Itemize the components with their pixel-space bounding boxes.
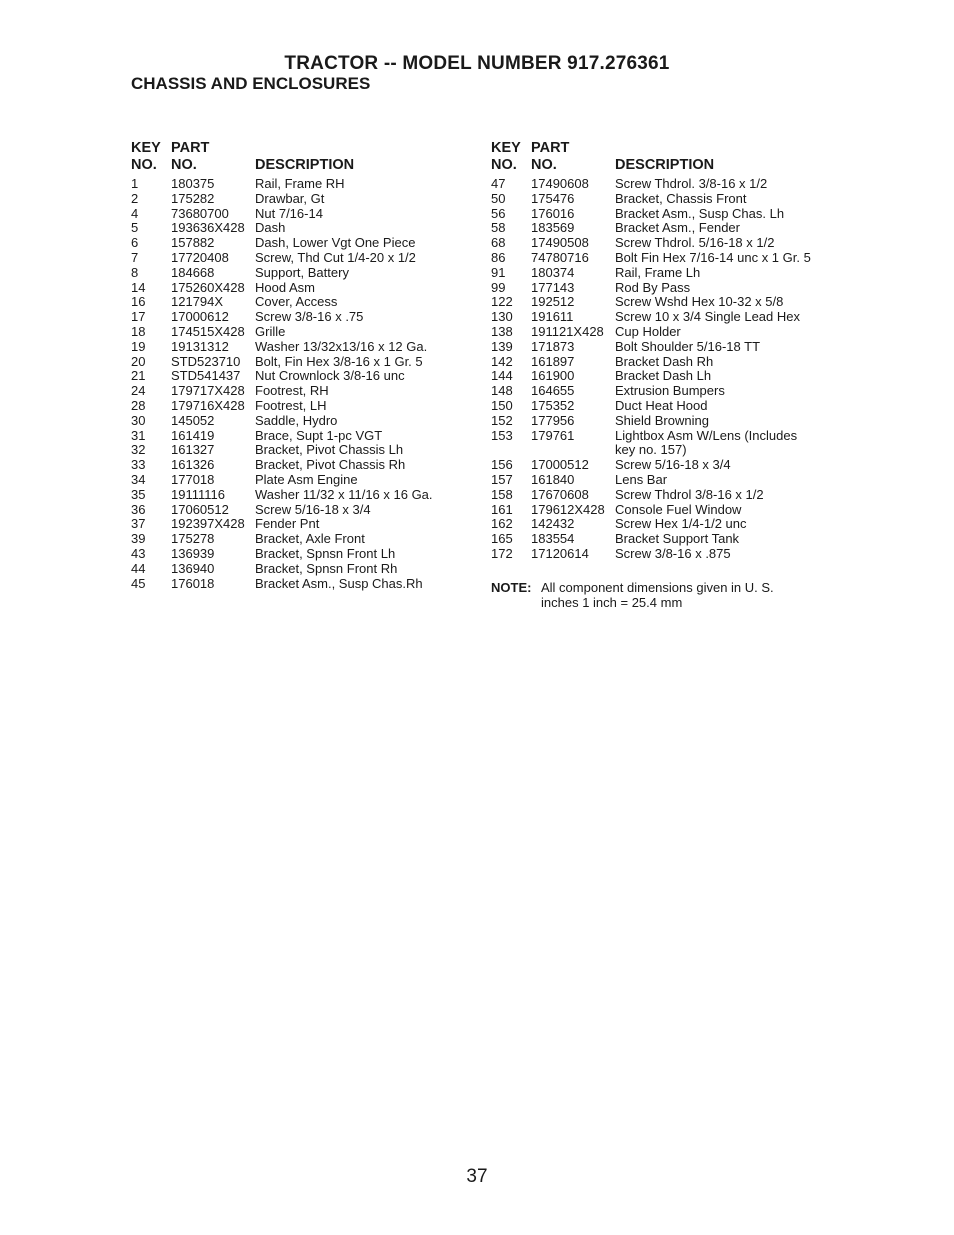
description: Lens Bar <box>615 471 668 487</box>
part-header-line2: NO. <box>531 157 557 173</box>
part-no: 171873 <box>531 338 575 354</box>
key-no: 19 <box>131 338 146 354</box>
description: Bolt Fin Hex 7/16-14 unc x 1 Gr. 5 <box>615 249 811 265</box>
part-no: 161326 <box>171 457 215 473</box>
description: Bracket, Pivot Chassis Lh <box>255 442 404 458</box>
description: Bolt Shoulder 5/16-18 TT <box>615 338 761 354</box>
note-text <box>541 580 801 610</box>
description: Bracket Asm., Susp Chas.Rh <box>255 575 423 591</box>
part-header-line1: PART <box>531 140 570 156</box>
key-no: 91 <box>491 264 506 280</box>
description: Rail, Frame RH <box>255 176 345 191</box>
description: Grille <box>255 323 286 339</box>
key-no: 172 <box>491 545 513 561</box>
key-no: 152 <box>491 412 513 428</box>
key-no: 37 <box>131 516 146 532</box>
part-no: 193636X428 <box>171 220 245 236</box>
key-no: 148 <box>491 383 513 399</box>
key-no: 130 <box>491 309 513 325</box>
key-header-line1: KEY <box>491 140 521 156</box>
part-no: 164655 <box>531 383 575 399</box>
part-no: 176018 <box>171 575 215 591</box>
part-no: 136939 <box>171 545 215 561</box>
part-no: 179717X428 <box>171 383 245 399</box>
key-no: 158 <box>491 486 513 502</box>
description: Shield Browning <box>615 412 709 428</box>
section-title: CHASSIS AND ENCLOSURES <box>131 74 371 93</box>
part-no: 177143 <box>531 279 575 295</box>
part-no: 142432 <box>531 516 575 532</box>
key-no: 30 <box>131 412 146 428</box>
key-no: 35 <box>131 486 146 502</box>
part-no: 161419 <box>171 427 215 443</box>
part-no: STD541437 <box>171 368 241 384</box>
description: Saddle, Hydro <box>255 412 338 428</box>
key-no: 1 <box>131 176 139 191</box>
key-no: 47 <box>491 176 506 191</box>
key-no: 39 <box>131 531 146 547</box>
key-no: 138 <box>491 323 513 339</box>
description: Bolt, Fin Hex 3/8-16 x 1 Gr. 5 <box>255 353 423 369</box>
key-no: 162 <box>491 516 513 532</box>
key-no: 2 <box>131 190 139 206</box>
part-no: 17670608 <box>531 486 589 502</box>
part-no: 179612X428 <box>531 501 605 517</box>
part-no: 177018 <box>171 471 215 487</box>
key-no: 36 <box>131 501 146 517</box>
description: Footrest, RH <box>255 383 329 399</box>
key-header-line2: NO. <box>131 157 157 173</box>
part-no: 191611 <box>531 309 574 325</box>
part-no: 19131312 <box>171 338 229 354</box>
key-no: 156 <box>491 457 513 473</box>
part-no: 175352 <box>531 397 575 413</box>
description: Bracket, Spnsn Front Rh <box>255 560 398 576</box>
note-label: NOTE: <box>491 580 532 595</box>
part-no: 183554 <box>531 531 575 547</box>
part-header-line2: NO. <box>171 157 197 173</box>
key-header-line1: KEY <box>131 140 161 156</box>
key-no: 32 <box>131 442 146 458</box>
description: Bracket, Chassis Front <box>615 190 747 206</box>
part-no: 17060512 <box>171 501 229 517</box>
part-no: 175282 <box>171 190 215 206</box>
part-no: 179716X428 <box>171 397 245 413</box>
description: Cup Holder <box>615 323 681 339</box>
description-header: DESCRIPTION <box>615 157 715 173</box>
key-no: 144 <box>491 368 513 384</box>
key-no: 17 <box>131 309 146 325</box>
part-no: 136940 <box>171 560 215 576</box>
part-no: 175476 <box>531 190 575 206</box>
part-no: 17490508 <box>531 235 589 251</box>
key-no: 43 <box>131 545 146 561</box>
description: Hood Asm <box>255 279 315 295</box>
description-header: DESCRIPTION <box>255 157 355 173</box>
description: Screw Thdrol 3/8-16 x 1/2 <box>615 486 764 502</box>
part-no: 192397X428 <box>171 516 245 532</box>
description: Washer 11/32 x 11/16 x 16 Ga. <box>255 486 433 502</box>
key-no: 44 <box>131 560 146 576</box>
part-no: 161327 <box>171 442 215 458</box>
description: Bracket Asm., Fender <box>615 220 740 236</box>
description: Bracket Support Tank <box>615 531 740 547</box>
description: Screw 3/8-16 x .75 <box>255 309 364 325</box>
part-no: 157882 <box>171 235 215 251</box>
description: Washer 13/32x13/16 x 12 Ga. <box>255 338 428 354</box>
description: Screw 5/16-18 x 3/4 <box>255 501 371 517</box>
part-no: 19111116 <box>171 486 225 502</box>
key-header-line2: NO. <box>491 157 517 173</box>
description: Bracket Dash Rh <box>615 353 714 369</box>
page-title: TRACTOR -- MODEL NUMBER 917.276361 <box>284 53 670 74</box>
part-no: 180374 <box>531 264 575 280</box>
description: Screw Thdrol. 3/8-16 x 1/2 <box>615 176 768 191</box>
description: Brace, Supt 1-pc VGT <box>255 427 383 443</box>
description: Bracket Dash Lh <box>615 368 712 384</box>
key-no: 161 <box>491 501 513 517</box>
key-no: 7 <box>131 249 139 265</box>
part-no: 180375 <box>171 176 215 191</box>
key-no: 45 <box>131 575 146 591</box>
key-no: 142 <box>491 353 513 369</box>
key-no: 86 <box>491 249 506 265</box>
description: key no. 157) <box>615 442 687 458</box>
part-no: 74780716 <box>531 249 589 265</box>
key-no: 20 <box>131 353 146 369</box>
key-no: 68 <box>491 235 506 251</box>
part-no: 17120614 <box>531 545 589 561</box>
key-no: 18 <box>131 323 146 339</box>
key-no: 6 <box>131 235 139 251</box>
description: Drawbar, Gt <box>255 190 325 206</box>
part-no: 192512 <box>531 294 575 310</box>
description: Rail, Frame Lh <box>615 264 701 280</box>
key-no: 16 <box>131 294 146 310</box>
key-no: 31 <box>131 427 146 443</box>
key-no: 21 <box>131 368 146 384</box>
description: Plate Asm Engine <box>255 471 358 487</box>
description: Bracket, Spnsn Front Lh <box>255 545 396 561</box>
key-no: 28 <box>131 397 146 413</box>
key-no: 122 <box>491 294 513 310</box>
part-no: 177956 <box>531 412 575 428</box>
key-no: 14 <box>131 279 146 295</box>
description: Footrest, LH <box>255 397 327 413</box>
description: Screw Wshd Hex 10-32 x 5/8 <box>615 294 784 310</box>
description: Extrusion Bumpers <box>615 383 725 399</box>
description: Nut 7/16-14 <box>255 205 323 221</box>
description: Console Fuel Window <box>615 501 742 517</box>
part-no: 161900 <box>531 368 575 384</box>
part-no: 184668 <box>171 264 215 280</box>
part-no: 174515X428 <box>171 323 245 339</box>
key-no: 157 <box>491 471 513 487</box>
key-no: 5 <box>131 220 139 236</box>
part-no: 73680700 <box>171 205 229 221</box>
description: Bracket, Axle Front <box>255 531 365 547</box>
part-no: 17000612 <box>171 309 229 325</box>
description: Duct Heat Hood <box>615 397 708 413</box>
description: Rod By Pass <box>615 279 691 295</box>
part-no: 17720408 <box>171 249 229 265</box>
part-no: 183569 <box>531 220 575 236</box>
key-no: 24 <box>131 383 146 399</box>
key-no: 34 <box>131 471 146 487</box>
description: Fender Pnt <box>255 516 320 532</box>
part-no: STD523710 <box>171 353 241 369</box>
key-no: 33 <box>131 457 146 473</box>
part-no: 161840 <box>531 471 575 487</box>
key-no: 58 <box>491 220 506 236</box>
key-no: 4 <box>131 205 139 221</box>
key-no: 153 <box>491 427 513 443</box>
key-no: 56 <box>491 205 506 221</box>
description: Support, Battery <box>255 264 349 280</box>
description: Screw Thdrol. 5/16-18 x 1/2 <box>615 235 775 251</box>
part-no: 17000512 <box>531 457 589 473</box>
description: Dash <box>255 220 286 236</box>
description: Cover, Access <box>255 294 338 310</box>
part-no: 17490608 <box>531 176 589 191</box>
description: Bracket Asm., Susp Chas. Lh <box>615 205 785 221</box>
part-no: 176016 <box>531 205 575 221</box>
description: Bracket, Pivot Chassis Rh <box>255 457 406 473</box>
part-no: 175260X428 <box>171 279 245 295</box>
description: Lightbox Asm W/Lens (Includes <box>615 427 798 443</box>
key-no: 139 <box>491 338 513 354</box>
key-no: 50 <box>491 190 506 206</box>
key-no: 150 <box>491 397 513 413</box>
part-no: 145052 <box>171 412 215 428</box>
part-no: 179761 <box>531 427 575 443</box>
note-line-1: All component dimensions given in U. S. <box>541 580 774 595</box>
key-no: 8 <box>131 264 139 280</box>
description: Screw 5/16-18 x 3/4 <box>615 457 731 473</box>
description: Dash, Lower Vgt One Piece <box>255 235 416 251</box>
description: Nut Crownlock 3/8-16 unc <box>255 368 405 384</box>
description: Screw 10 x 3/4 Single Lead Hex <box>615 309 800 325</box>
part-header-line1: PART <box>171 140 210 156</box>
description: Screw Hex 1/4-1/2 unc <box>615 516 747 532</box>
page-number: 37 <box>466 1166 488 1187</box>
note-line-2: inches 1 inch = 25.4 mm <box>541 595 683 610</box>
key-no: 99 <box>491 279 506 295</box>
part-no: 121794X <box>171 294 224 310</box>
description: Screw 3/8-16 x .875 <box>615 545 731 561</box>
key-no: 165 <box>491 531 513 547</box>
part-no: 191121X428 <box>531 323 604 339</box>
part-no: 161897 <box>531 353 575 369</box>
part-no: 175278 <box>171 531 215 547</box>
description: Screw, Thd Cut 1/4-20 x 1/2 <box>255 249 416 265</box>
